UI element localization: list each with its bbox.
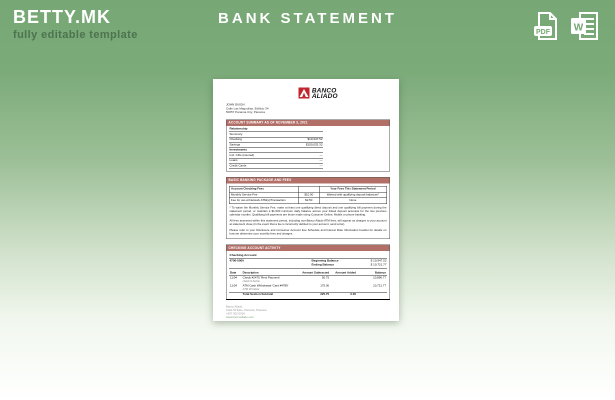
summary-row: incl. CDs (insured) — <box>229 153 323 157</box>
account-type-label: Checking Account <box>229 253 387 259</box>
download-pdf-button[interactable] <box>533 11 559 46</box>
summary-section-header: ACCOUNT SUMMARY AS OF NOVEMBER 3, 2021 <box>227 120 390 126</box>
fees-disclaimer-1: * To waive the Monthly Service Fee, make at least one qualifying direct deposit and one qualifying bill payment during the statement period, or maintain a $1,500 minimum daily balance across your linked deposit accounts for the two previous calendar months. Qualifying bill payments are those made using Customer Online, Mobile or phone banking. <box>229 206 387 217</box>
fees-table <box>229 186 387 204</box>
bank-statement-page <box>213 79 399 321</box>
recipient-address-line2: 50057 Panama City, Panama <box>226 111 265 115</box>
download-buttons <box>533 11 599 46</box>
section-account-summary <box>226 119 390 171</box>
activity-section-header: CHECKING ACCOUNT ACTIVITY <box>227 245 390 251</box>
transaction-row: 11/24 ATM Cash Withdrawal 'Card #4789' ATM ID below 175.00 10,721.77 <box>230 284 386 291</box>
summary-row: Summary <box>229 132 323 137</box>
footer-address: Calle 50 Este, Panamá, Panama <box>226 309 267 313</box>
beginning-balance-value: $ 10,947.52 <box>370 259 387 263</box>
footer-bank-name: Banco Aliado <box>226 305 243 309</box>
recipient-address <box>226 104 390 115</box>
footer-website: www.bancoaliado.com <box>226 316 254 320</box>
transactions-header-row: Date Description Amount Subtracted Amount Added Balance <box>230 271 386 275</box>
summary-row: Checking $10,947.52 <box>229 138 323 142</box>
section-activity <box>226 245 390 301</box>
summary-row: Savings $150,025.32 <box>229 143 323 147</box>
fees-section-header: BASIC BANKING PACKAGE AND FEES <box>227 177 390 183</box>
account-balances-row <box>229 259 387 270</box>
brand-logo: BETTY.MK <box>13 7 111 27</box>
summary-row: Relationship <box>229 127 323 132</box>
fees-header-row: Account Checking Fees Your Fees This Statement Period <box>229 186 387 192</box>
recipient-name: JOHN DIXON <box>226 103 245 107</box>
fees-disclaimer-2: All fees assessed within this statement period, including non-Banco Aliado ATM fees, will appear as charges to your account at statement close (in the event that a fee is incorrectly debited to your account, send a fax). <box>229 219 387 227</box>
svg-text:PDF: PDF <box>536 29 550 36</box>
summary-row: Investments <box>229 148 323 153</box>
word-file-icon <box>571 11 599 41</box>
brand-tagline: fully editable template <box>13 29 138 41</box>
fees-row: Fee for out-of-Network ATM(s)/Transaction $2.50 None <box>229 198 387 204</box>
fees-disclaimer-3: Please refer to your Disclosure and Consumer Account Fee Schedule and Interest Rate Information booklet for details on how we determine your monthly fees and charges. <box>229 229 387 236</box>
top-bar <box>0 0 615 52</box>
transactions-total-row: Total Section Subtotal 225.75 0.00 <box>229 292 387 297</box>
footer-phone: +507 302-0000 <box>226 312 245 316</box>
ending-balance-label: Ending Balance <box>311 263 335 267</box>
transaction-row: 11/04 Check #2475 'Rent Payment' check # below 50.75 10,896.77 <box>230 276 386 283</box>
document-preview <box>213 79 399 321</box>
fees-row: Monthly Service Fee $10.00 Waived with qualifying deposit balances* <box>229 192 387 198</box>
document-footer <box>226 306 390 320</box>
ending-balance-value: $ 10,721.77 <box>370 263 387 267</box>
summary-row: Credit Cards — <box>229 164 323 168</box>
account-number: 4700-0000 <box>229 259 244 263</box>
pdf-file-icon <box>533 11 559 41</box>
bank-logo <box>246 88 390 99</box>
beginning-balance-label: Beginning Balance <box>311 259 339 263</box>
recipient-address-line1: Calle Las Magnolias, Edificio 34 <box>226 107 269 111</box>
svg-text:W: W <box>573 22 584 34</box>
summary-row: Loans — <box>229 159 323 163</box>
bank-logo-text: BANCO ALIADO <box>311 86 338 100</box>
banco-aliado-mark-icon <box>298 88 309 99</box>
transactions-table <box>229 271 387 298</box>
download-word-button[interactable] <box>571 11 599 46</box>
section-fees <box>226 177 390 239</box>
page-title: BANK STATEMENT <box>218 10 397 27</box>
